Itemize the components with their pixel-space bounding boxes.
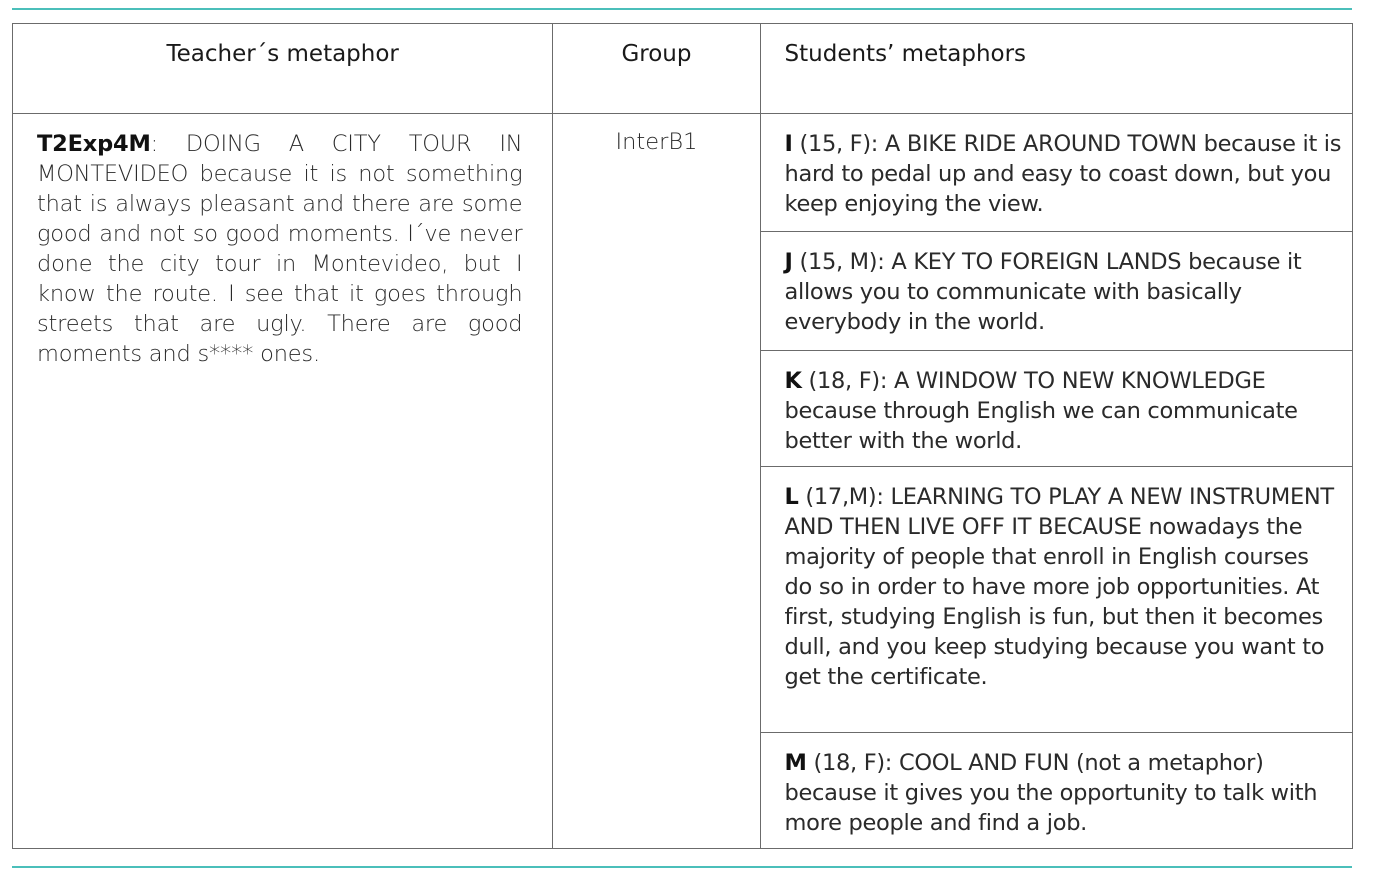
teacher-id: T2Exp4M	[37, 131, 151, 157]
group-cell	[553, 114, 760, 849]
header-teacher-label: Teacher´s metaphor	[166, 41, 399, 67]
header-teacher	[13, 24, 553, 114]
student-metaphor	[761, 467, 1352, 733]
header-students-label: Students’ metaphors	[784, 41, 1027, 67]
student-text: (18, F): COOL AND FUN (not a metaphor) because it gives you the opportunity to talk with more people and find a job.	[784, 750, 1318, 836]
student-text: (18, F): A WINDOW TO NEW KNOWLEDGE because through English we can communicate better with the world.	[784, 368, 1298, 454]
group-value: InterB1	[615, 129, 698, 155]
student-id: M	[784, 750, 807, 776]
table-row	[13, 114, 1353, 849]
student-text: (17,M): LEARNING TO PLAY A NEW INSTRUMENT AND THEN LIVE OFF IT BECAUSE nowadays the majority of people that enroll in English courses do so in order to have more job opportunities. At first, studying English is fun, but then it becomes dull, and you keep studying because you want to get the certificate.	[784, 484, 1334, 690]
bottom-rule	[12, 866, 1352, 868]
student-metaphor	[761, 114, 1352, 232]
teacher-metaphor-cell	[13, 114, 553, 849]
metaphors-table	[12, 23, 1353, 849]
student-text: (15, F): A BIKE RIDE AROUND TOWN because it is hard to pedal up and easy to coast down, but you keep enjoying the view.	[784, 131, 1342, 217]
student-metaphor	[761, 733, 1352, 848]
student-id: K	[784, 368, 802, 394]
student-metaphor	[761, 351, 1352, 467]
student-metaphor	[761, 232, 1352, 351]
teacher-text: DOING A CITY TOUR IN MONTEVIDEO because it is not something that is always pleasant and there are some good and not so good moments. I´ve never done the city tour in Montevideo, but I know the route. I see that it goes through streets that are ugly. There are good moments and s**** ones.	[37, 131, 523, 367]
header-row	[13, 24, 1353, 114]
header-group-label: Group	[621, 41, 692, 67]
header-students	[760, 24, 1352, 114]
header-group	[553, 24, 760, 114]
student-text: (15, M): A KEY TO FOREIGN LANDS because it allows you to communicate with basically everybody in the world.	[784, 249, 1302, 335]
top-rule	[12, 8, 1352, 10]
student-id: J	[784, 249, 793, 275]
student-id: I	[784, 131, 793, 157]
student-id: L	[784, 484, 799, 510]
teacher-separator: :	[150, 131, 159, 157]
students-cell	[760, 114, 1352, 849]
teacher-metaphor	[13, 114, 552, 369]
